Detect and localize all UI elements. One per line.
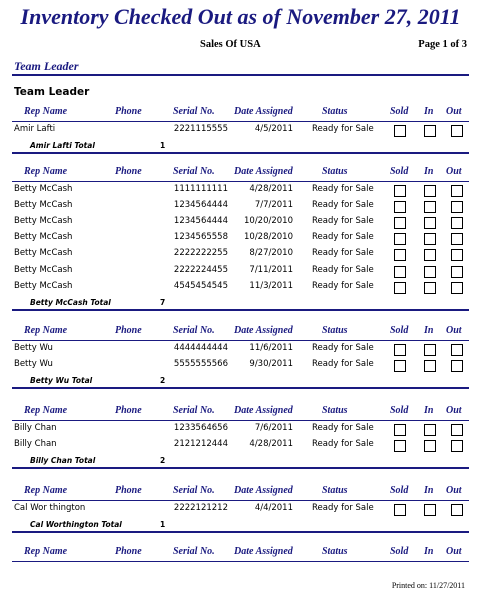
- date-assigned-cell: 4/5/2011: [254, 124, 293, 134]
- status-cell: Ready for Sale: [312, 439, 374, 450]
- out-checkbox[interactable]: [451, 201, 463, 213]
- col-status-heading: Status: [322, 106, 348, 117]
- serial-number-cell: 1233564656: [173, 423, 228, 433]
- in-checkbox[interactable]: [424, 440, 436, 452]
- col-in-heading: In: [424, 485, 434, 496]
- column-header-divider: [12, 181, 469, 182]
- col-rep-name-heading: Rep Name: [24, 485, 68, 496]
- serial-number-cell: 1111111111: [173, 184, 228, 194]
- in-checkbox[interactable]: [424, 233, 436, 245]
- col-status-heading: Status: [322, 325, 348, 336]
- out-checkbox[interactable]: [451, 440, 463, 452]
- rep-name-cell: Betty McCash: [14, 184, 73, 194]
- in-checkbox[interactable]: [424, 201, 436, 213]
- col-date-assigned-heading: Date Assigned: [234, 106, 293, 117]
- out-checkbox[interactable]: [451, 504, 463, 516]
- col-sold-heading: Sold: [390, 405, 409, 416]
- col-out-heading: Out: [446, 405, 462, 416]
- in-checkbox[interactable]: [424, 249, 436, 261]
- col-serial-heading: Serial No.: [173, 325, 215, 336]
- group-total-divider: [12, 309, 469, 311]
- col-status-heading: Status: [322, 485, 348, 496]
- col-serial-heading: Serial No.: [173, 405, 215, 416]
- column-header-divider: [12, 420, 469, 421]
- status-cell: Ready for Sale: [312, 216, 374, 227]
- out-checkbox[interactable]: [451, 185, 463, 197]
- rep-name-cell: Cal Wor thington: [14, 503, 86, 513]
- in-checkbox[interactable]: [424, 344, 436, 356]
- group-total-divider: [12, 531, 469, 533]
- serial-number-cell: 2121212444: [173, 439, 228, 450]
- serial-number-cell: 4444444444: [173, 343, 228, 353]
- in-checkbox[interactable]: [424, 360, 436, 372]
- column-header-divider: [12, 561, 469, 562]
- group-total-count: 2: [160, 376, 166, 386]
- col-sold-heading: Sold: [390, 485, 409, 496]
- rep-name-cell: Betty McCash: [14, 280, 73, 291]
- serial-number-cell: 2222222255: [173, 248, 228, 259]
- serial-number-cell: 1234565558: [173, 232, 228, 243]
- col-status-heading: Status: [322, 546, 348, 558]
- group-total-count: 7: [160, 297, 166, 307]
- out-checkbox[interactable]: [451, 249, 463, 261]
- group-total-divider: [12, 152, 469, 154]
- date-assigned-cell: 11/3/2011: [249, 280, 293, 291]
- rep-name-cell: Betty McCash: [14, 264, 73, 275]
- group-total-count: 1: [160, 141, 166, 151]
- col-date-assigned-heading: Date Assigned: [234, 325, 293, 336]
- col-phone-heading: Phone: [115, 485, 142, 496]
- col-out-heading: Out: [446, 325, 462, 336]
- col-status-heading: Status: [322, 166, 348, 177]
- status-cell: Ready for Sale: [312, 124, 374, 134]
- sold-checkbox[interactable]: [394, 249, 406, 261]
- sold-checkbox[interactable]: [394, 360, 406, 372]
- sold-checkbox[interactable]: [394, 217, 406, 229]
- status-cell: Ready for Sale: [312, 503, 374, 513]
- page-number: Page 1 of 3: [418, 39, 467, 50]
- date-assigned-cell: 4/28/2011: [249, 439, 293, 450]
- group-total-label: Cal Worthington Total: [30, 520, 122, 530]
- serial-number-cell: 4545454545: [173, 280, 228, 291]
- rep-name-cell: Amir Lafti: [14, 124, 56, 134]
- group-total-label: Betty Wu Total: [30, 376, 93, 386]
- status-cell: Ready for Sale: [312, 264, 374, 275]
- out-checkbox[interactable]: [451, 424, 463, 436]
- date-assigned-cell: 8/27/2010: [249, 248, 293, 259]
- group-header-label: Team Leader: [14, 59, 79, 73]
- sold-checkbox[interactable]: [394, 344, 406, 356]
- date-assigned-cell: 11/6/2011: [249, 343, 293, 353]
- col-in-heading: In: [424, 166, 434, 177]
- status-cell: Ready for Sale: [312, 248, 374, 259]
- group-total-divider: [12, 467, 469, 469]
- serial-number-cell: 1234564444: [173, 216, 228, 227]
- serial-number-cell: 5555555566: [173, 359, 228, 370]
- date-assigned-cell: 7/7/2011: [254, 200, 293, 211]
- date-assigned-cell: 4/4/2011: [254, 503, 293, 513]
- group-total-count: 2: [160, 456, 166, 466]
- col-phone-heading: Phone: [115, 106, 142, 117]
- out-checkbox[interactable]: [451, 344, 463, 356]
- sold-checkbox[interactable]: [394, 504, 406, 516]
- in-checkbox[interactable]: [424, 217, 436, 229]
- group-total-label: Amir Lafti Total: [30, 141, 95, 151]
- sold-checkbox[interactable]: [394, 266, 406, 278]
- status-cell: Ready for Sale: [312, 184, 374, 194]
- status-cell: Ready for Sale: [312, 280, 374, 291]
- sold-checkbox[interactable]: [394, 125, 406, 137]
- col-date-assigned-heading: Date Assigned: [234, 485, 293, 496]
- in-checkbox[interactable]: [424, 125, 436, 137]
- rep-name-cell: Billy Chan: [14, 439, 57, 450]
- col-in-heading: In: [424, 546, 434, 558]
- rep-name-cell: Billy Chan: [14, 423, 57, 433]
- date-assigned-cell: 10/28/2010: [244, 232, 293, 243]
- out-checkbox[interactable]: [451, 282, 463, 294]
- group-total-divider: [12, 387, 469, 389]
- col-serial-heading: Serial No.: [173, 546, 215, 558]
- col-in-heading: In: [424, 325, 434, 336]
- col-sold-heading: Sold: [390, 546, 409, 558]
- col-sold-heading: Sold: [390, 106, 409, 117]
- status-cell: Ready for Sale: [312, 200, 374, 211]
- col-serial-heading: Serial No.: [173, 106, 215, 117]
- in-checkbox[interactable]: [424, 424, 436, 436]
- sold-checkbox[interactable]: [394, 233, 406, 245]
- out-checkbox[interactable]: [451, 233, 463, 245]
- header-divider: [12, 74, 469, 76]
- column-header-divider: [12, 500, 469, 501]
- col-serial-heading: Serial No.: [173, 166, 215, 177]
- col-sold-heading: Sold: [390, 325, 409, 336]
- col-out-heading: Out: [446, 546, 462, 558]
- company-name: Sales Of USA: [200, 39, 261, 50]
- sold-checkbox[interactable]: [394, 440, 406, 452]
- printed-date: Printed on: 11/27/2011: [391, 581, 465, 590]
- in-checkbox[interactable]: [424, 282, 436, 294]
- sold-checkbox[interactable]: [394, 185, 406, 197]
- status-cell: Ready for Sale: [312, 232, 374, 243]
- section-title: Team Leader: [14, 86, 90, 98]
- col-date-assigned-heading: Date Assigned: [234, 405, 293, 416]
- date-assigned-cell: 9/30/2011: [249, 359, 293, 370]
- rep-name-cell: Betty Wu: [14, 359, 53, 370]
- col-out-heading: Out: [446, 106, 462, 117]
- status-cell: Ready for Sale: [312, 343, 374, 353]
- report-title: Inventory Checked Out as of November 27, 2011: [20, 4, 461, 29]
- out-checkbox[interactable]: [451, 360, 463, 372]
- date-assigned-cell: 7/11/2011: [249, 264, 293, 275]
- rep-name-cell: Betty McCash: [14, 200, 73, 211]
- col-rep-name-heading: Rep Name: [24, 166, 68, 177]
- column-header-divider: [12, 340, 469, 341]
- col-date-assigned-heading: Date Assigned: [234, 546, 293, 558]
- col-sold-heading: Sold: [390, 166, 409, 177]
- date-assigned-cell: 4/28/2011: [249, 184, 293, 194]
- col-phone-heading: Phone: [115, 166, 142, 177]
- out-checkbox[interactable]: [451, 266, 463, 278]
- serial-number-cell: 2222224455: [173, 264, 228, 275]
- rep-name-cell: Betty McCash: [14, 248, 73, 259]
- out-checkbox[interactable]: [451, 125, 463, 137]
- in-checkbox[interactable]: [424, 504, 436, 516]
- serial-number-cell: 2222121212: [173, 503, 228, 513]
- out-checkbox[interactable]: [451, 217, 463, 229]
- col-rep-name-heading: Rep Name: [24, 106, 68, 117]
- group-total-label: Billy Chan Total: [30, 456, 96, 466]
- date-assigned-cell: 7/6/2011: [254, 423, 293, 433]
- sold-checkbox[interactable]: [394, 424, 406, 436]
- col-phone-heading: Phone: [115, 405, 142, 416]
- col-date-assigned-heading: Date Assigned: [234, 166, 293, 177]
- col-in-heading: In: [424, 106, 434, 117]
- col-rep-name-heading: Rep Name: [24, 405, 68, 416]
- group-total-count: 1: [160, 520, 166, 530]
- col-rep-name-heading: Rep Name: [24, 325, 68, 336]
- col-status-heading: Status: [322, 405, 348, 416]
- col-in-heading: In: [424, 405, 434, 416]
- rep-name-cell: Betty McCash: [14, 232, 73, 243]
- rep-name-cell: Betty Wu: [14, 343, 53, 353]
- col-serial-heading: Serial No.: [173, 485, 215, 496]
- col-phone-heading: Phone: [115, 546, 142, 558]
- group-total-label: Betty McCash Total: [30, 297, 111, 307]
- col-phone-heading: Phone: [115, 325, 142, 336]
- rep-name-cell: Betty McCash: [14, 216, 73, 227]
- column-header-divider: [12, 121, 469, 122]
- col-out-heading: Out: [446, 485, 462, 496]
- in-checkbox[interactable]: [424, 266, 436, 278]
- serial-number-cell: 2221115555: [173, 124, 228, 134]
- serial-number-cell: 1234564444: [173, 200, 228, 211]
- in-checkbox[interactable]: [424, 185, 436, 197]
- sold-checkbox[interactable]: [394, 282, 406, 294]
- col-out-heading: Out: [446, 166, 462, 177]
- status-cell: Ready for Sale: [312, 359, 374, 370]
- sold-checkbox[interactable]: [394, 201, 406, 213]
- date-assigned-cell: 10/20/2010: [244, 216, 293, 227]
- status-cell: Ready for Sale: [312, 423, 374, 433]
- col-rep-name-heading: Rep Name: [24, 546, 68, 558]
